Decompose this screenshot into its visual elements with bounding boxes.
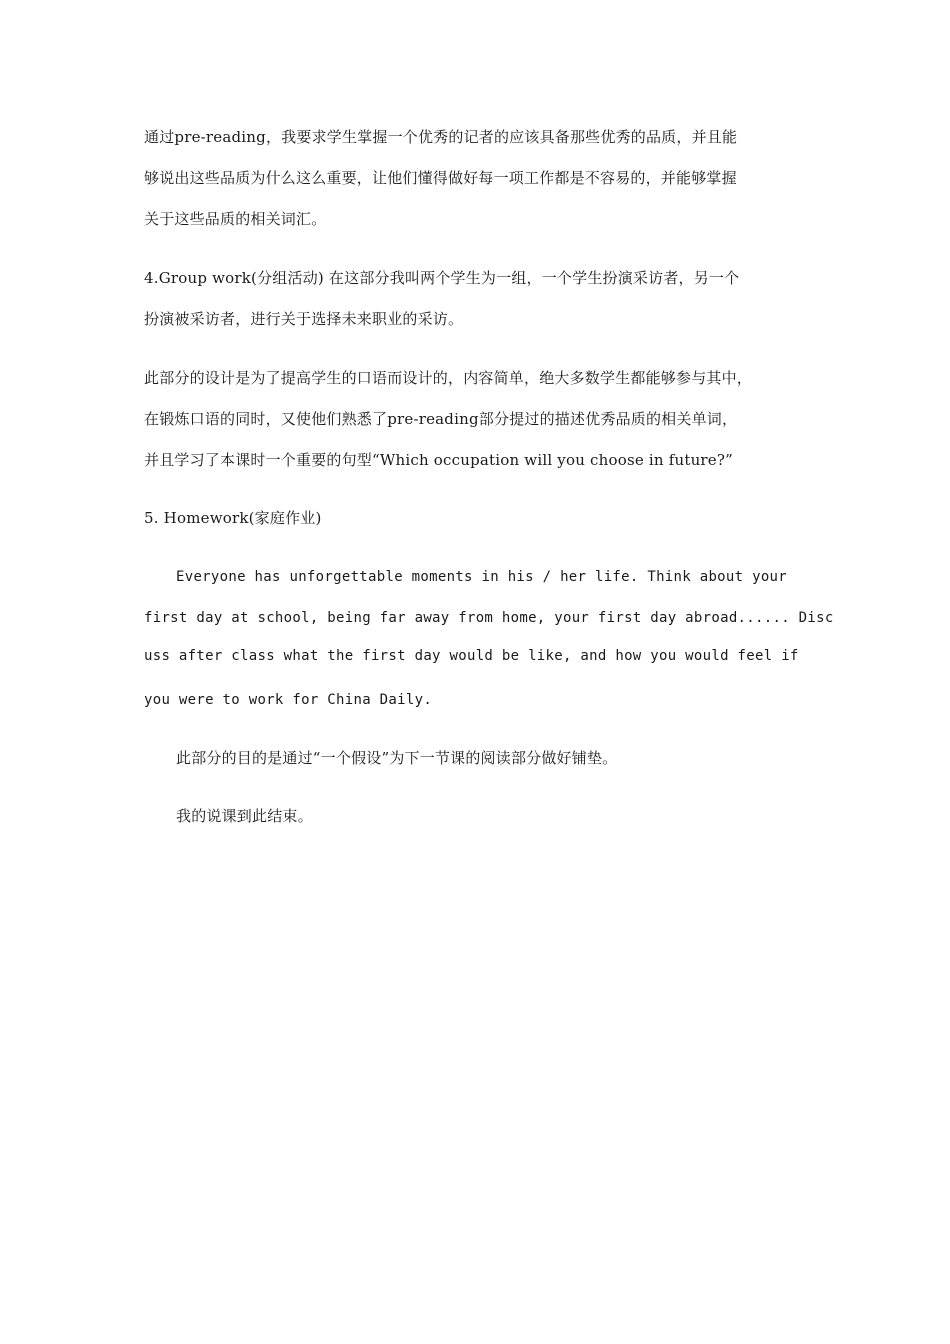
para1-line2: 够说出这些品质为什么这么重要，让他们懂得做好每一项工作都是不容易的，并能够掌握 xyxy=(144,169,737,187)
para3-line2: 在锻炼口语的同时，又使他们熟悉了pre-reading部分提过的描述优秀品质的相关单词， xyxy=(144,410,738,428)
english-line4: you were to work for China Daily. xyxy=(144,692,433,708)
para6: 此部分的目的是通过“一个假设”为下一节课的阅读部分做好铺垫。 xyxy=(176,749,618,767)
para2-line1: 4.Group work(分组活动) 在这部分我叫两个学生为一组，一个学生扮演采访者，另一个 xyxy=(144,269,740,287)
para3-line1: 此部分的设计是为了提高学生的口语而设计的，内容简单，绝大多数学生都能够参与其中， xyxy=(144,369,753,387)
para3-line3: 并且学习了本课时一个重要的句型“Which occupation will you choose in future?” xyxy=(144,451,733,469)
para2-line2: 扮演被采访者，进行关于选择未来职业的采访。 xyxy=(144,310,464,328)
para1-line3: 关于这些品质的相关词汇。 xyxy=(144,210,327,228)
para1-line1: 通过pre-reading，我要求学生掌握一个优秀的记者的应该具备那些优秀的品质，并且能 xyxy=(144,128,738,146)
homework-heading: 5. Homework(家庭作业) xyxy=(144,509,322,527)
english-line2: first day at school, being far away from home, your first day abroad...... Disc xyxy=(144,610,834,626)
closing-line: 我的说课到此结束。 xyxy=(176,807,313,825)
english-line1: Everyone has unforgettable moments in his / her life. Think about your xyxy=(176,569,788,585)
english-line3: uss after class what the first day would be like, and how you would feel if xyxy=(144,648,799,664)
